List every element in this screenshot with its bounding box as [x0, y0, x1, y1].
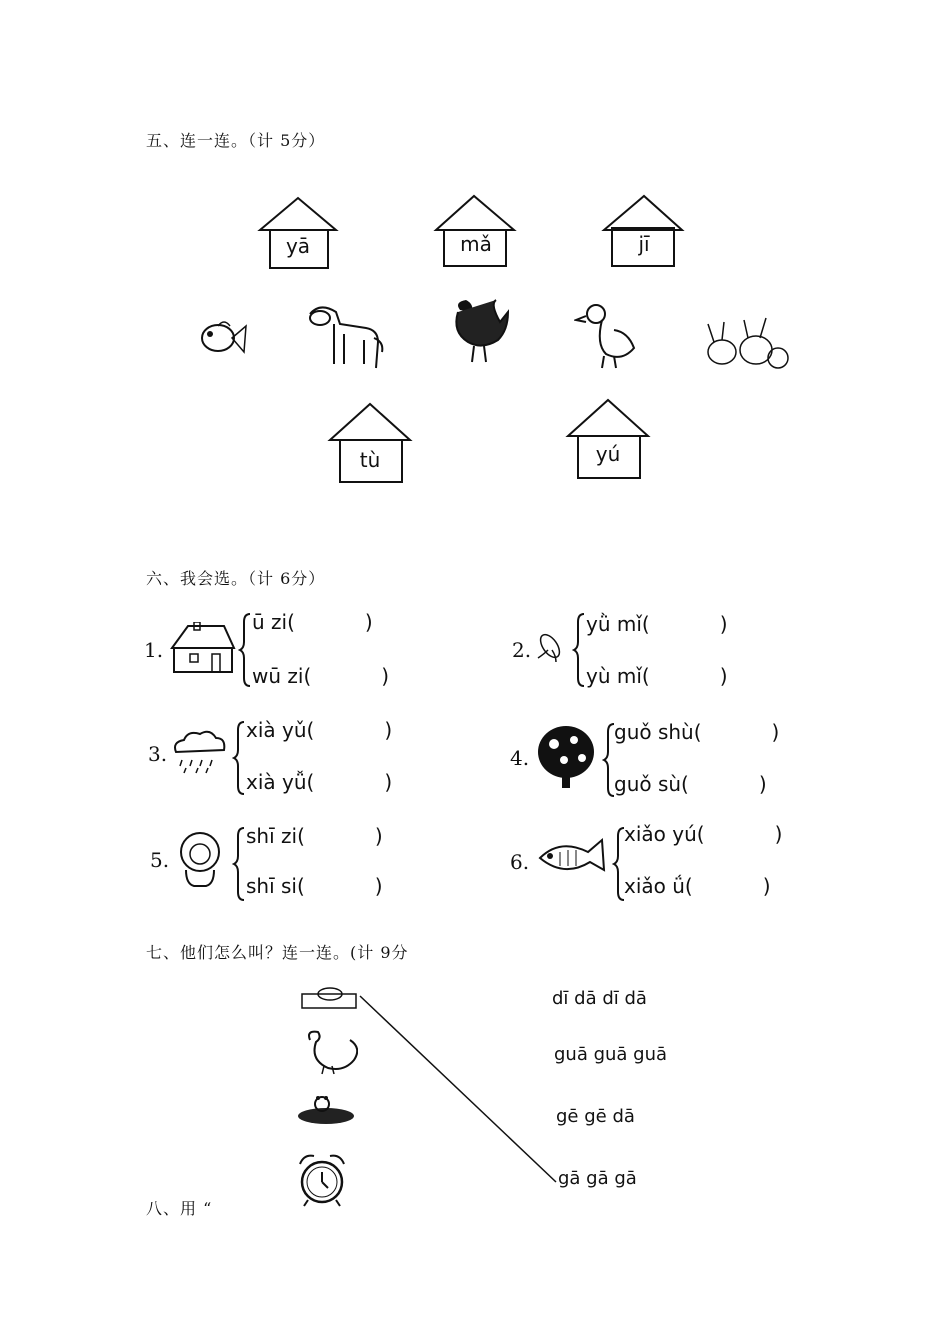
sound-option: gē gē dā [556, 1106, 635, 1127]
house-label: yā [285, 234, 311, 258]
house-yu [548, 398, 668, 488]
option-text: guǒ shù( ) [614, 720, 780, 744]
option-text: yù mǐ( ) [586, 664, 728, 688]
sound-option: guā guā guā [554, 1044, 668, 1065]
sound-option: gā gā gā [558, 1168, 637, 1189]
corn-icon [534, 630, 568, 664]
item-number: 3. [148, 742, 168, 766]
house-label: yú [595, 442, 621, 466]
house-label: tù [359, 448, 381, 472]
lion-icon [174, 830, 226, 888]
house-label: jī [638, 232, 650, 256]
house-outline-icon [310, 402, 430, 486]
section5-heading: 五、连一连。（计 5分） [146, 131, 326, 150]
section8-heading: 八、用 “ [146, 1199, 213, 1218]
section6-heading: 六、我会选。（计 6分） [146, 569, 326, 588]
option-text: shī zi( ) [246, 824, 383, 848]
item-number: 5. [150, 848, 170, 872]
connecting-line [340, 990, 570, 1190]
item-number: 2. [512, 638, 532, 662]
option-text: xiǎo yú( ) [624, 822, 783, 846]
item-number: 4. [510, 746, 530, 770]
option-text: yǜ mǐ( ) [586, 612, 728, 636]
duck-icon [574, 300, 640, 372]
option-text: xiǎo ǘ( ) [624, 874, 771, 898]
rabbits-icon [700, 312, 792, 376]
option-text: xià yǚ( ) [246, 770, 393, 794]
house-icon [168, 622, 236, 676]
house-outline-icon [548, 398, 668, 482]
option-text: guǒ sù( ) [614, 772, 767, 796]
house-label: mǎ [460, 232, 492, 256]
fish-icon [536, 836, 608, 884]
sound-option: dī dā dī dā [552, 988, 647, 1009]
rooster-icon [446, 298, 516, 368]
house-tu [310, 402, 430, 492]
option-text: wū zi( ) [252, 664, 390, 688]
item-number: 1. [144, 638, 164, 662]
house-ya [238, 194, 358, 284]
horse-icon [304, 300, 384, 372]
item-number: 6. [510, 850, 530, 874]
section7-heading: 七、他们怎么叫？连一连。(计 9分 [146, 943, 409, 962]
option-text: ū zi( ) [252, 610, 373, 634]
rain-cloud-icon [170, 730, 230, 774]
option-text: shī si( ) [246, 874, 383, 898]
option-text: xià yǔ( ) [246, 718, 393, 742]
house-ji [584, 194, 704, 284]
fruit-tree-icon [534, 724, 598, 790]
fish-icon [196, 316, 250, 362]
house-ma [416, 194, 536, 284]
